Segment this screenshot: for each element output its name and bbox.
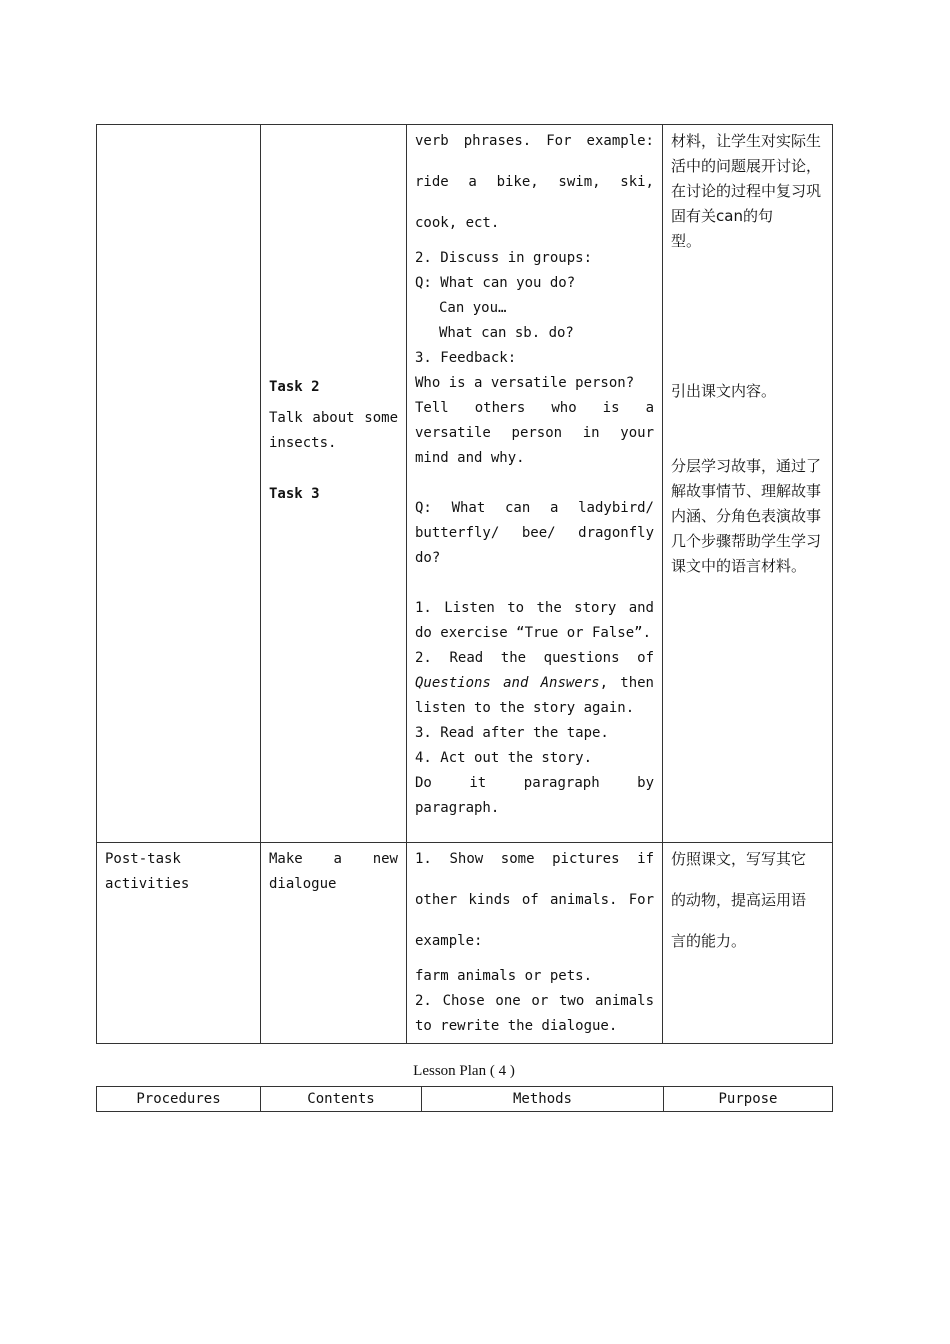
- procedure-cell: [97, 125, 261, 843]
- table-row: [97, 843, 833, 1044]
- lesson-plan-header-table: [96, 1086, 833, 1112]
- contents-cell: [261, 125, 407, 843]
- procedure-cell: Post-task activities: [97, 843, 261, 1044]
- header-contents: Contents: [261, 1087, 422, 1112]
- purpose-cell: 仿照课文，写写其它 的动物，提高运用语 言的能力。: [663, 843, 833, 1044]
- header-purpose: Purpose: [664, 1087, 833, 1112]
- task2-title: Task 2: [269, 379, 320, 395]
- header-methods: Methods: [422, 1087, 664, 1112]
- task3-title: Task 3: [269, 486, 320, 502]
- table-row: [97, 125, 833, 843]
- purpose-cell: 材料，让学生对实际生活中的问题展开讨论，在讨论的过程中复习巩固有关can的句 型。 引出课文内容。 分层学习故事，通过了解故事情节、理解故事内涵、分角色表演故事几个步骤帮助学生学习课文中的语言材料。: [663, 125, 833, 843]
- contents-cell: Make a new dialogue: [261, 843, 407, 1044]
- table-caption: Lesson Plan ( 4 ): [413, 1063, 515, 1079]
- lesson-plan-table: [96, 124, 833, 1044]
- task2-desc: Talk about some insects.: [269, 410, 398, 451]
- methods-cell: 1. Show some pictures if other kinds of animals. For example: farm animals or pets. 2. Chose one or two animals to rewrite the dialogue.: [407, 843, 663, 1044]
- header-procedures: Procedures: [97, 1087, 261, 1112]
- header-row: [97, 1087, 833, 1112]
- methods-cell: verb phrases. For example: ride a bike, swim, ski, cook, ect. 2. Discuss in groups: Q: What can you do? Can you… What can sb. do? 3. Feedback: Who is a versatile person? Tell others who is a versatile person in your mind and why. Q: What can a ladybird/ butterfly/ bee/ dragonfly do? 1. Listen to the story and do exercise “True or False”. 2. Read the questions of Questions and Answers, then listen to the story again. 3. Read after the tape. 4. Act out the story. Do it paragraph by paragraph.: [407, 125, 663, 843]
